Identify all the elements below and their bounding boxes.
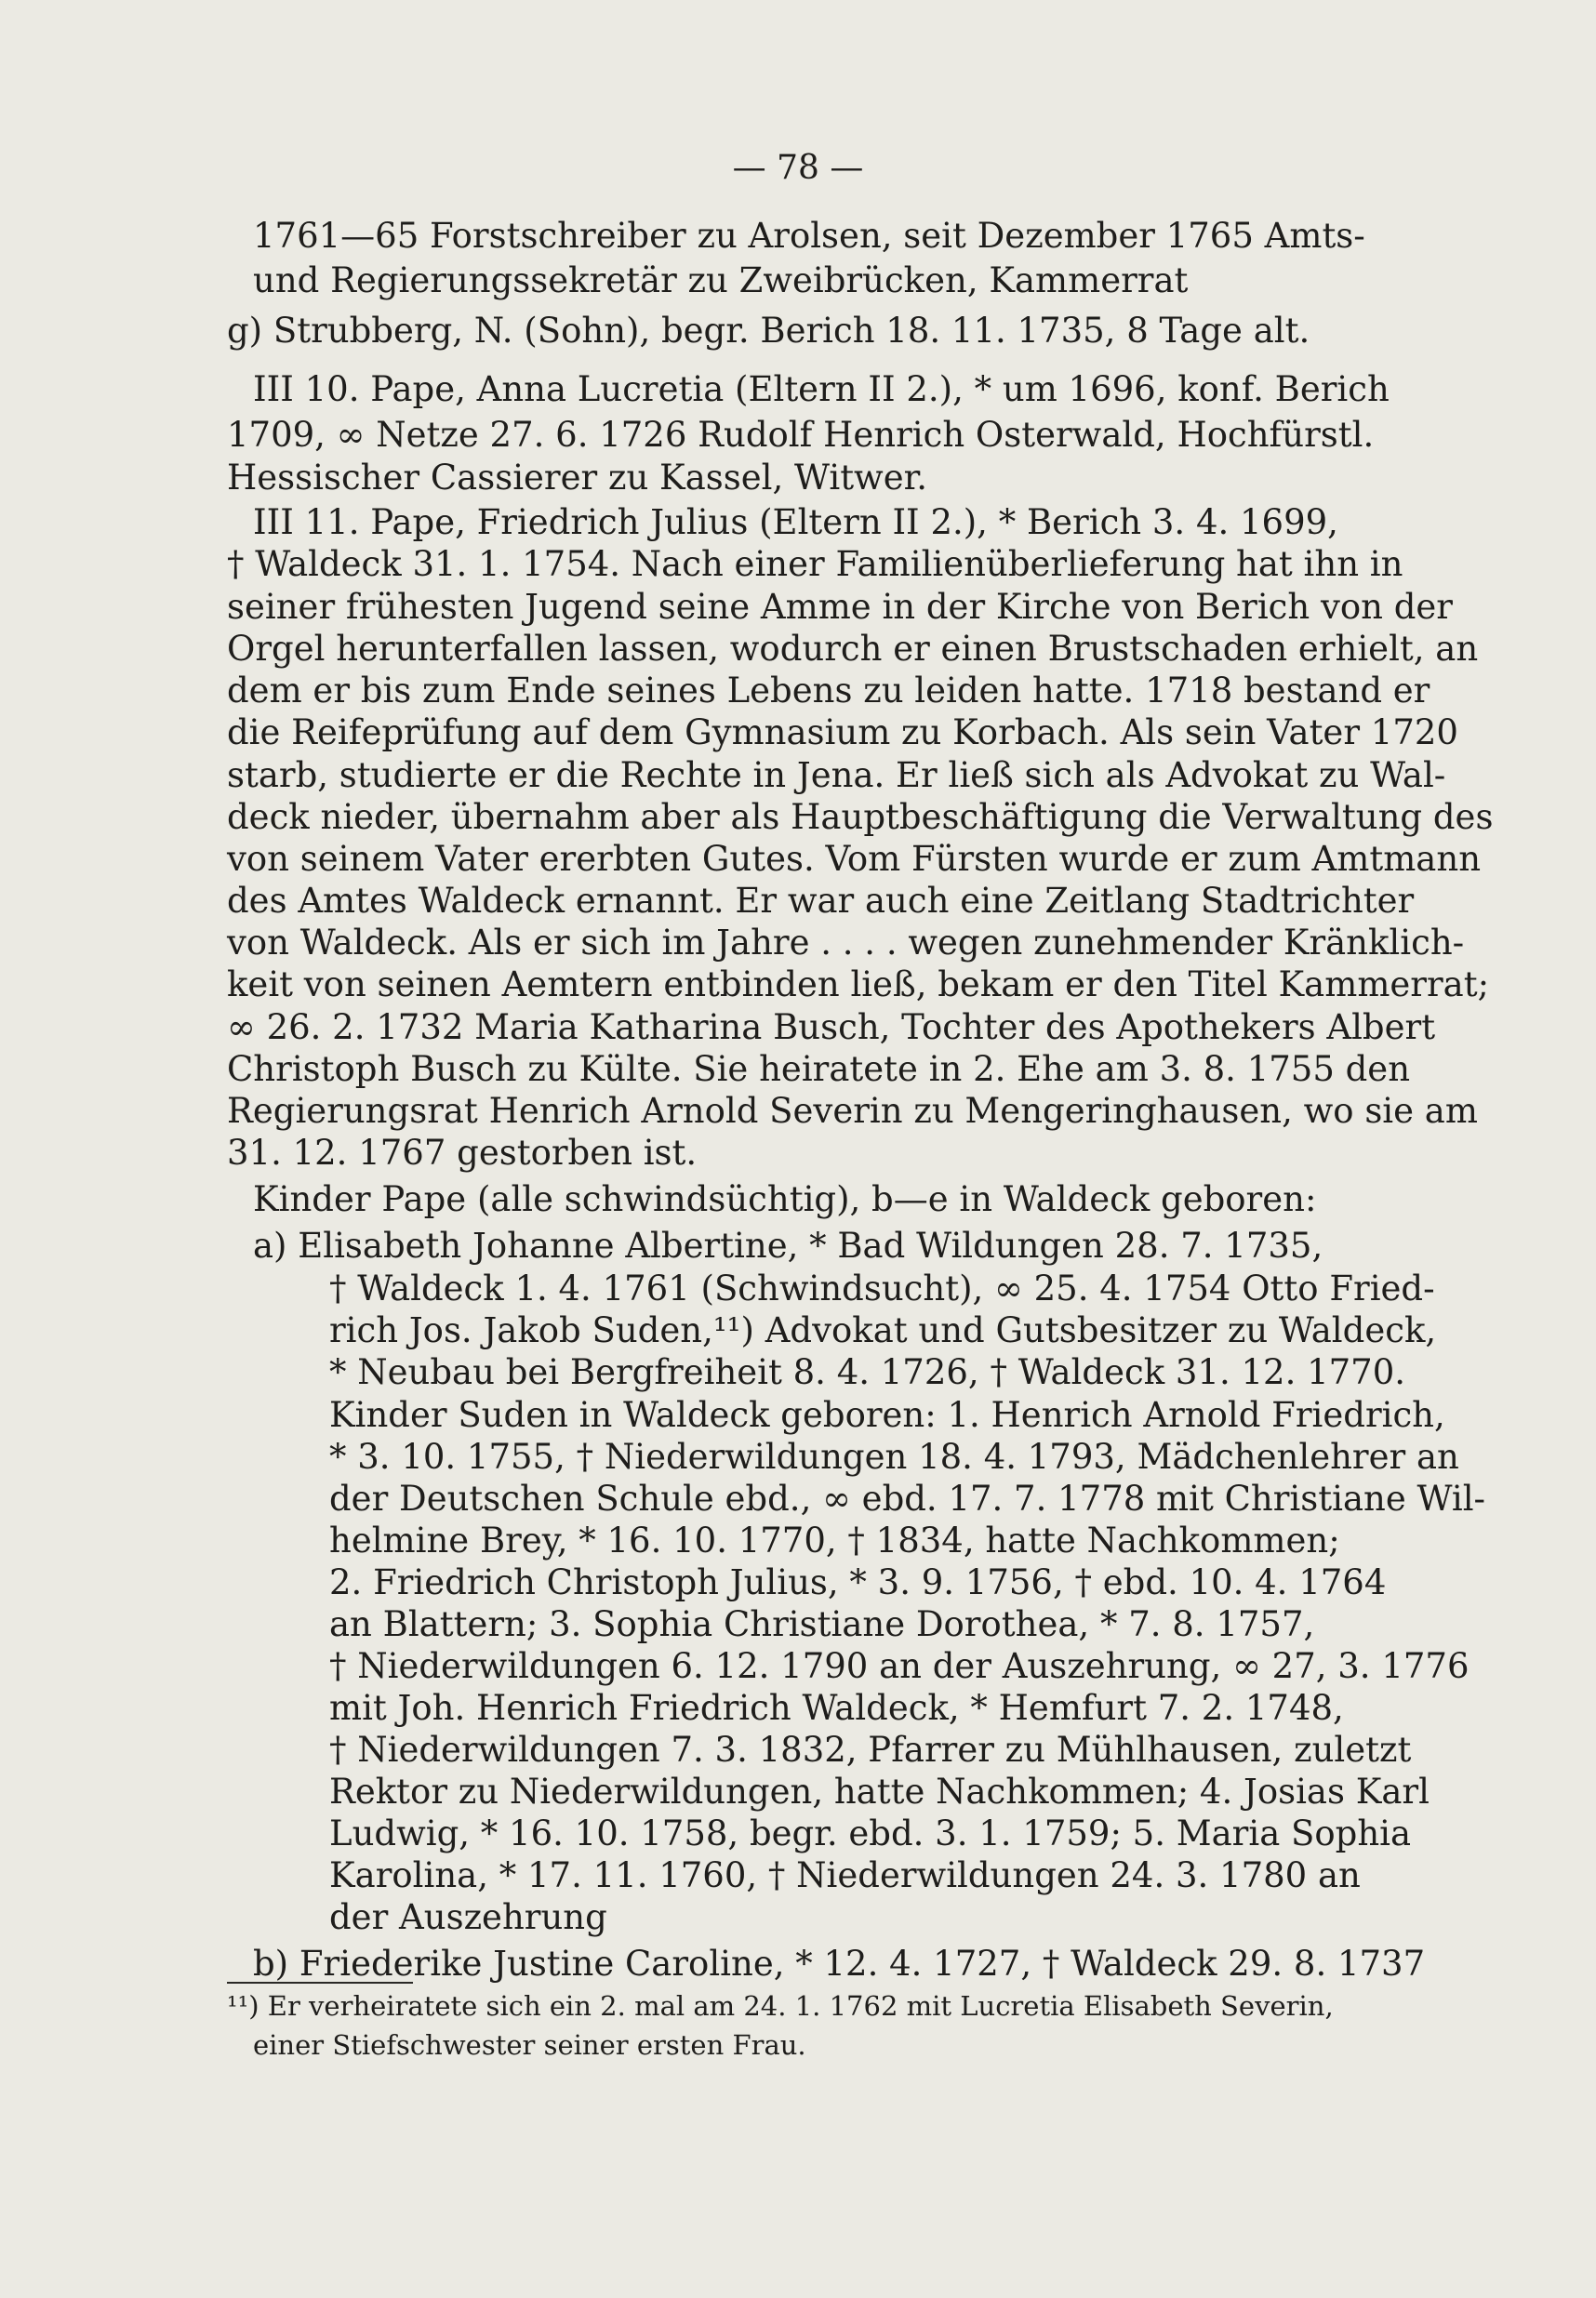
page-number: — 78 — [732, 149, 864, 187]
text-line: des Amtes Waldeck ernannt. Er war auch eine Zeitlang Stadtrichter [227, 881, 1415, 921]
footnote-divider [227, 1982, 413, 1984]
text-line: † Waldeck 31. 1. 1754. Nach einer Familienüberlieferung hat ihn in [227, 544, 1403, 584]
text-line: starb, studierte er die Rechte in Jena. Er ließ sich als Advokat zu Wal- [227, 755, 1446, 795]
text-line: Regierungsrat Henrich Arnold Severin zu Mengeringhausen, wo sie am [227, 1091, 1478, 1131]
text-line: Karolina, * 17. 11. 1760, † Niederwildungen 24. 3. 1780 an [329, 1855, 1361, 1895]
text-line: b) Friederike Justine Caroline, * 12. 4. 1727, † Waldeck 29. 8. 1737 [253, 1944, 1426, 1984]
text-line: helmine Brey, * 16. 10. 1770, † 1834, hatte Nachkommen; [329, 1521, 1340, 1561]
text-line: Kinder Pape (alle schwindsüchtig), b—e in Waldeck geboren: [253, 1179, 1317, 1219]
text-line: III 11. Pape, Friedrich Julius (Eltern II 2.), * Berich 3. 4. 1699, [253, 502, 1338, 542]
text-line: † Niederwildungen 7. 3. 1832, Pfarrer zu Mühlhausen, zuletzt [329, 1730, 1412, 1770]
text-line: a) Elisabeth Johanne Albertine, * Bad Wildungen 28. 7. 1735, [253, 1226, 1323, 1266]
text-line: † Niederwildungen 6. 12. 1790 an der Auszehrung, ∞ 27, 3. 1776 [329, 1646, 1470, 1686]
text-line: 2. Friedrich Christoph Julius, * 3. 9. 1756, † ebd. 10. 4. 1764 [329, 1562, 1387, 1602]
text-line: 1709, ∞ Netze 27. 6. 1726 Rudolf Henrich Osterwald, Hochfürstl. [227, 415, 1375, 455]
text-line: keit von seinen Aemtern entbinden ließ, bekam er den Titel Kammerrat; [227, 964, 1490, 1004]
text-line: Rektor zu Niederwildungen, hatte Nachkommen; 4. Josias Karl [329, 1772, 1430, 1812]
text-line: Christoph Busch zu Külte. Sie heiratete in 2. Ehe am 3. 8. 1755 den [227, 1049, 1411, 1089]
text-line: und Regierungssekretär zu Zweibrücken, Kammerrat [253, 260, 1189, 300]
text-line: von Waldeck. Als er sich im Jahre . . . . wegen zunehmender Kränklich- [227, 923, 1465, 963]
text-line: deck nieder, übernahm aber als Hauptbeschäftigung die Verwaltung des [227, 797, 1494, 837]
text-line: seiner frühesten Jugend seine Amme in der Kirche von Berich von der [227, 587, 1453, 627]
text-line: dem er bis zum Ende seines Lebens zu leiden hatte. 1718 bestand er [227, 671, 1430, 711]
text-line: 31. 12. 1767 gestorben ist. [227, 1133, 698, 1173]
text-line: die Reifeprüfung auf dem Gymnasium zu Korbach. Als sein Vater 1720 [227, 712, 1458, 752]
text-line: g) Strubberg, N. (Sohn), begr. Berich 18. 11. 1735, 8 Tage alt. [227, 311, 1310, 351]
text-line: mit Joh. Henrich Friedrich Waldeck, * Hemfurt 7. 2. 1748, [329, 1688, 1344, 1728]
text-line: an Blattern; 3. Sophia Christiane Dorothea, * 7. 8. 1757, [329, 1604, 1315, 1644]
text-line: III 10. Pape, Anna Lucretia (Eltern II 2.), * um 1696, konf. Berich [253, 369, 1390, 409]
footnote-line: einer Stiefschwester seiner ersten Frau. [253, 2029, 806, 2061]
text-line: † Waldeck 1. 4. 1761 (Schwindsucht), ∞ 25. 4. 1754 Otto Fried- [329, 1269, 1435, 1308]
text-line: ∞ 26. 2. 1732 Maria Katharina Busch, Tochter des Apothekers Albert [227, 1007, 1436, 1047]
text-line: der Deutschen Schule ebd., ∞ ebd. 17. 7. 1778 mit Christiane Wil- [329, 1479, 1486, 1519]
text-line: Kinder Suden in Waldeck geboren: 1. Henrich Arnold Friedrich, [329, 1395, 1445, 1435]
text-line: Hessischer Cassierer zu Kassel, Witwer. [227, 458, 928, 498]
text-line: Ludwig, * 16. 10. 1758, begr. ebd. 3. 1. 1759; 5. Maria Sophia [329, 1813, 1412, 1853]
text-line: der Auszehrung [329, 1897, 607, 1937]
text-line: * Neubau bei Bergfreiheit 8. 4. 1726, † Waldeck 31. 12. 1770. [329, 1352, 1406, 1392]
text-line: von seinem Vater ererbten Gutes. Vom Fürsten wurde er zum Amtmann [227, 839, 1482, 879]
text-line: * 3. 10. 1755, † Niederwildungen 18. 4. 1793, Mädchenlehrer an [329, 1437, 1459, 1477]
text-line: rich Jos. Jakob Suden,¹¹) Advokat und Gutsbesitzer zu Waldeck, [329, 1310, 1437, 1350]
text-line: 1761—65 Forstschreiber zu Arolsen, seit Dezember 1765 Amts- [253, 216, 1365, 256]
text-line: Orgel herunterfallen lassen, wodurch er einen Brustschaden erhielt, an [227, 629, 1479, 669]
footnote-line: ¹¹) Er verheiratete sich ein 2. mal am 24. 1. 1762 mit Lucretia Elisabeth Severin, [227, 1990, 1334, 2022]
